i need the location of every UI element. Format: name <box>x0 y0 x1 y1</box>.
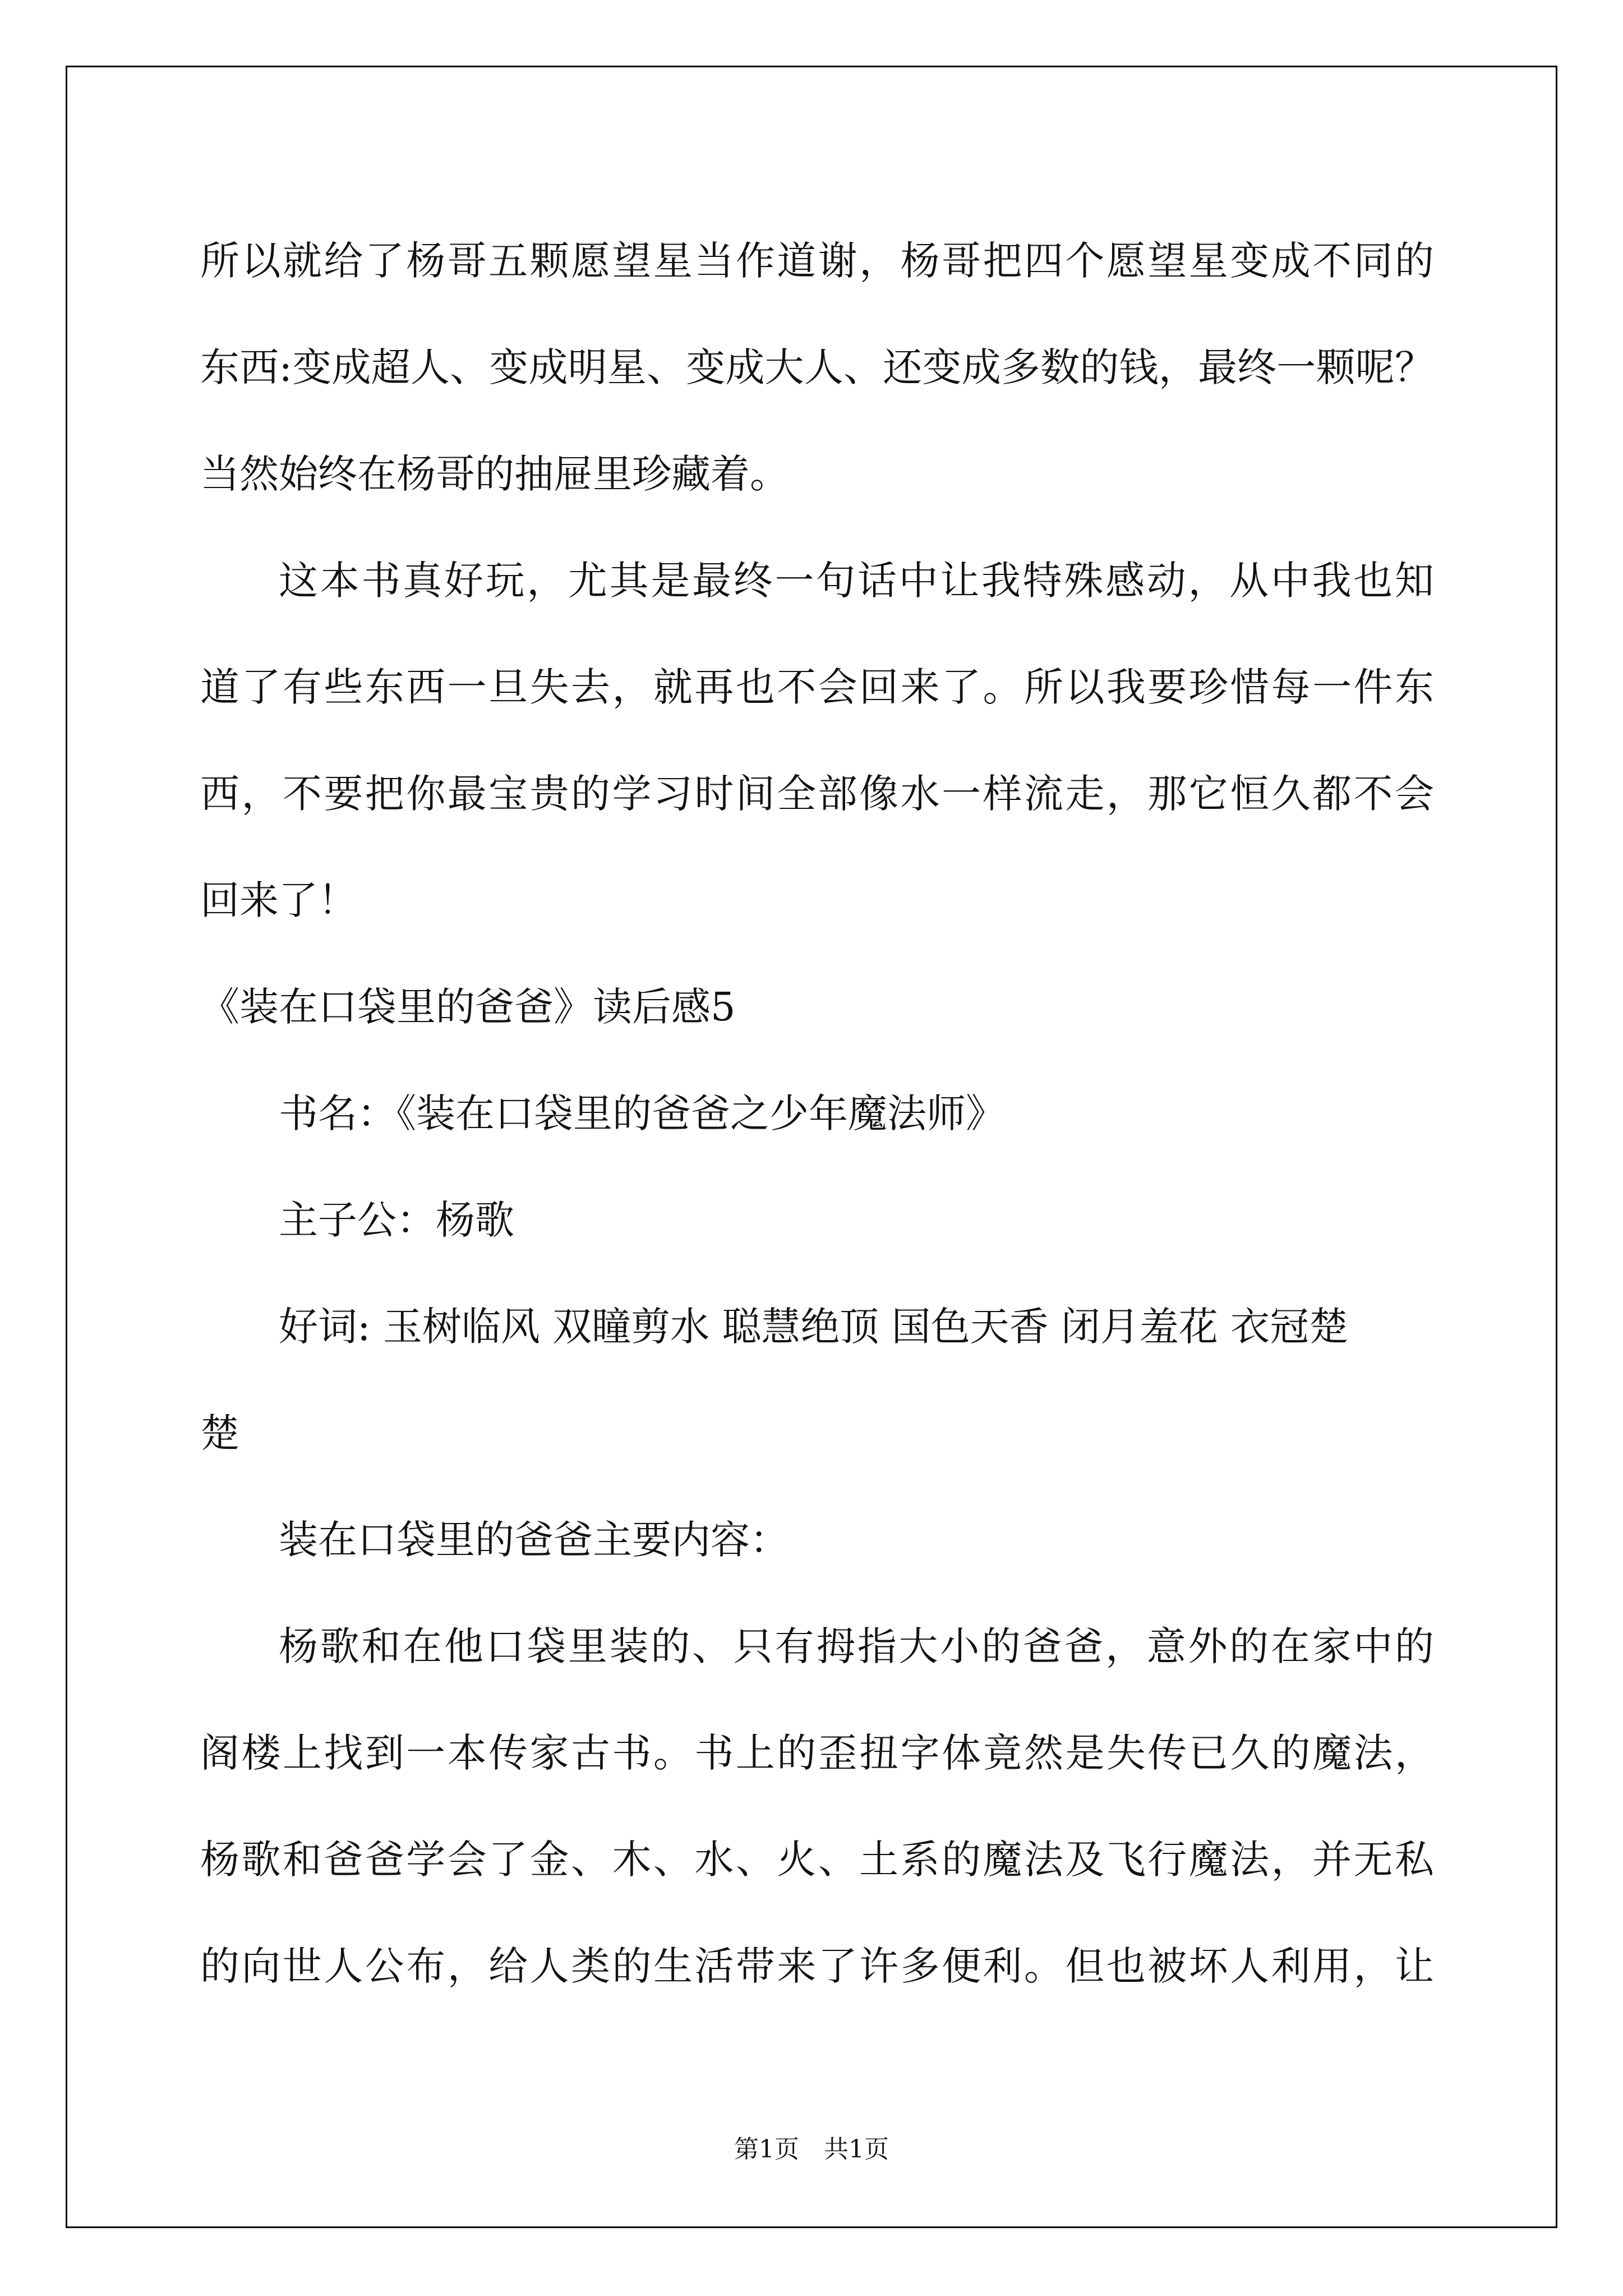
document-body <box>200 208 1434 2019</box>
text-line: 的向世人公布，给人类的生活带来了许多便利。但也被坏人利用，让 <box>200 1943 1434 1989</box>
text-line: 阁楼上找到一本传家古书。书上的歪扭字体竟然是失传已久的魔法， <box>200 1730 1434 1776</box>
text-line: 杨歌和爸爸学会了金、木、水、火、土系的魔法及飞行魔法，并无私 <box>200 1837 1434 1883</box>
protagonist-line: 主子公：杨歌 <box>279 1197 514 1243</box>
text-line: 当然始终在杨哥的抽屉里珍藏着。 <box>200 451 789 497</box>
section-heading: 《装在口袋里的爸爸》读后感5 <box>200 984 736 1030</box>
text-line: 东西:变成超人、变成明星、变成大人、还变成多数的钱，最终一颗呢？ <box>200 344 1434 390</box>
book-title-line: 书名：《装在口袋里的爸爸之少年魔法师》 <box>279 1091 1005 1137</box>
summary-heading: 装在口袋里的爸爸主要内容： <box>279 1517 789 1563</box>
text-line: 道了有些东西一旦失去，就再也不会回来了。所以我要珍惜每一件东 <box>200 664 1434 710</box>
paragraph-first-line: 杨歌和在他口袋里装的、只有拇指大小的爸爸，意外的在家中的 <box>279 1623 1434 1669</box>
text-line: 楚 <box>200 1410 239 1456</box>
paragraph-first-line: 这本书真好玩，尤其是最终一句话中让我特殊感动，从中我也知 <box>279 558 1434 604</box>
good-words-line: 好词: 玉树临风 双瞳剪水 聪慧绝顶 国色天香 闭月羞花 衣冠楚 <box>279 1304 1349 1350</box>
page-footer: 第1页 共1页 <box>734 2135 889 2164</box>
text-line: 回来了！ <box>200 877 357 923</box>
text-line: 西，不要把你最宝贵的学习时间全部像水一样流走，那它恒久都不会 <box>200 771 1434 817</box>
text-line: 所以就给了杨哥五颗愿望星当作道谢，杨哥把四个愿望星变成不同的 <box>200 238 1434 284</box>
